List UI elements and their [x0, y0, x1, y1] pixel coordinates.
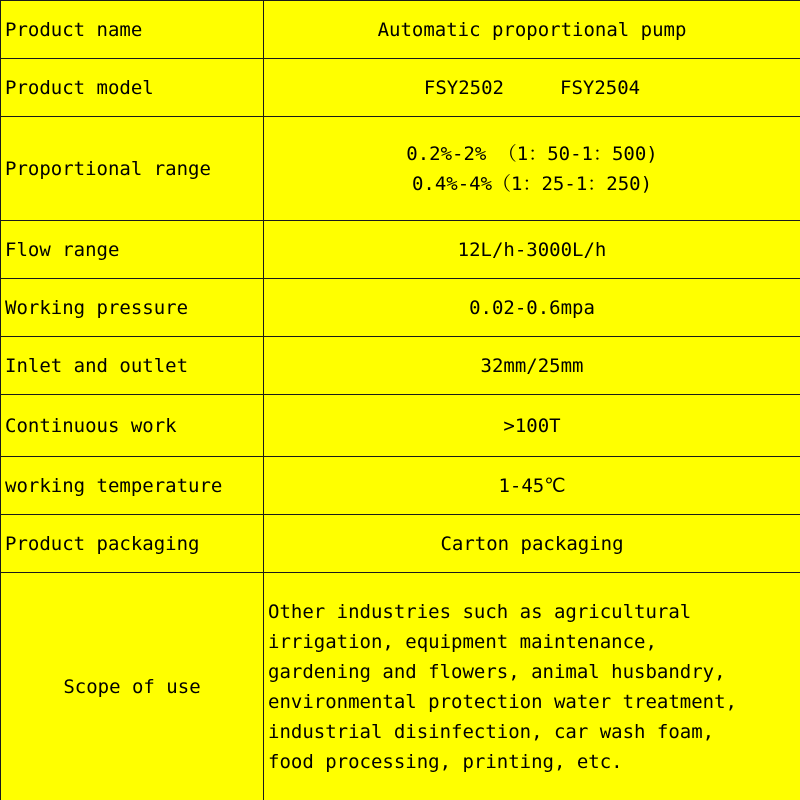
model-a: FSY2502 [423, 76, 504, 99]
label-product-model: Product model [1, 59, 264, 117]
scope-line: irrigation, equipment maintenance, [268, 630, 657, 653]
label-inlet-outlet: Inlet and outlet [1, 337, 264, 395]
scope-line: Other industries such as agricultural [268, 600, 692, 623]
table-row [1, 457, 800, 515]
range-line-1: 0.2%-2% （1：50-1：500) [406, 142, 658, 165]
label-working-pressure: Working pressure [1, 279, 264, 337]
value-working-temperature: 1-45℃ [264, 457, 800, 515]
table-row [1, 515, 800, 573]
value-product-name: Automatic proportional pump [264, 1, 800, 59]
scope-line: food processing, printing, etc. [268, 750, 623, 773]
table-row [1, 1, 800, 59]
label-proportional-range: Proportional range [1, 117, 264, 221]
value-inlet-outlet: 32mm/25mm [264, 337, 800, 395]
table-row [1, 279, 800, 337]
table-row [1, 395, 800, 457]
table-row [1, 59, 800, 117]
label-working-temperature: working temperature [1, 457, 264, 515]
label-scope-of-use: Scope of use [1, 573, 264, 800]
table-row [1, 221, 800, 279]
value-scope-of-use [264, 573, 800, 800]
range-line-2: 0.4%-4%（1：25-1：250) [411, 172, 653, 195]
label-flow-range: Flow range [1, 221, 264, 279]
model-b: FSY2504 [560, 76, 641, 99]
table-row [1, 337, 800, 395]
scope-line: gardening and flowers, animal husbandry, [268, 660, 726, 683]
label-product-packaging: Product packaging [1, 515, 264, 573]
value-product-packaging: Carton packaging [264, 515, 800, 573]
scope-line: industrial disinfection, car wash foam, [268, 720, 715, 743]
value-working-pressure: 0.02-0.6mpa [264, 279, 800, 337]
value-flow-range: 12L/h-3000L/h [264, 221, 800, 279]
label-product-name: Product name [1, 1, 264, 59]
value-proportional-range [264, 117, 800, 221]
table-row [1, 117, 800, 221]
value-continuous-work: >100T [264, 395, 800, 457]
table-row [1, 573, 800, 800]
scope-line: environmental protection water treatment, [268, 690, 737, 713]
label-continuous-work: Continuous work [1, 395, 264, 457]
value-product-model [264, 59, 800, 117]
